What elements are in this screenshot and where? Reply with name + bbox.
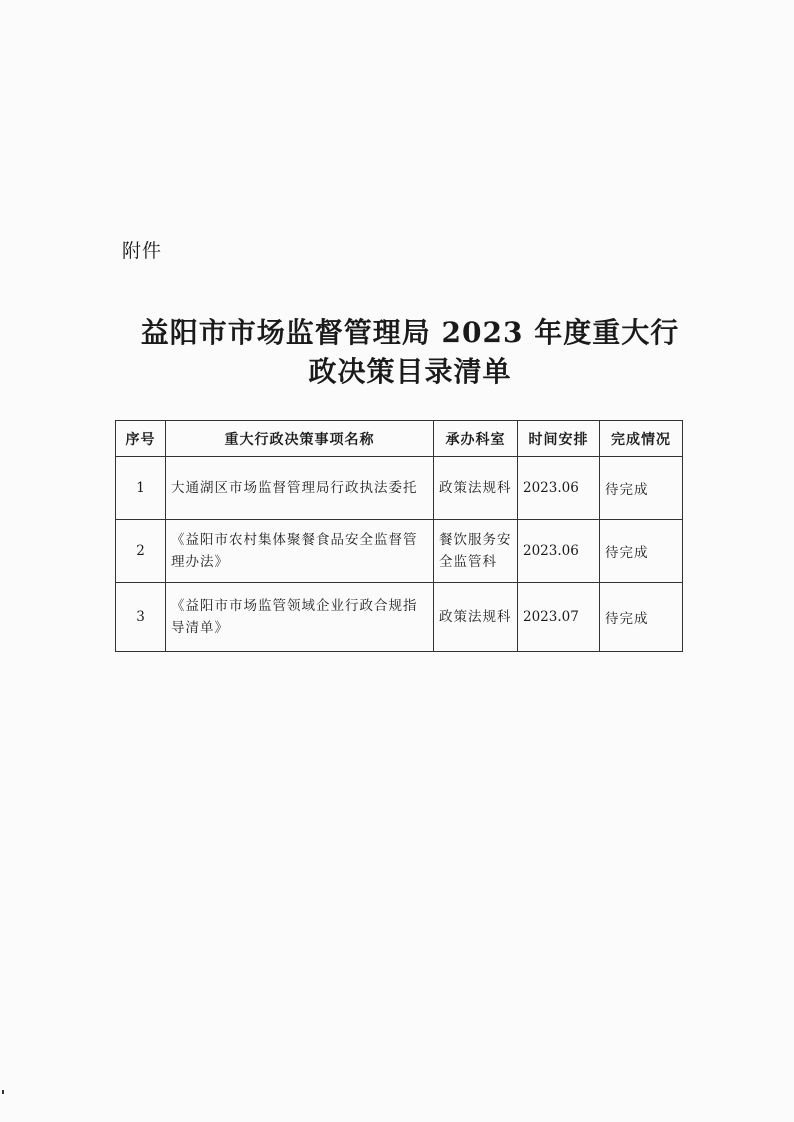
- header-number: 序号: [116, 421, 166, 457]
- header-item-name: 重大行政决策事项名称: [166, 421, 434, 457]
- row-number: 2: [116, 520, 166, 583]
- row-item-name: 《益阳市农村集体聚餐食品安全监督管理办法》: [166, 520, 434, 583]
- row-number: 1: [116, 457, 166, 520]
- row-number: 3: [116, 583, 166, 652]
- header-department: 承办科室: [434, 421, 518, 457]
- decision-list-table: [115, 420, 683, 652]
- table-row: [116, 520, 683, 583]
- table-row: [116, 583, 683, 652]
- row-schedule: 2023.06: [518, 520, 600, 583]
- row-schedule: 2023.06: [518, 457, 600, 520]
- scan-mark: [2, 1090, 4, 1094]
- row-department: 政策法规科: [434, 457, 518, 520]
- row-status: 待完成: [600, 520, 683, 583]
- row-department: 餐饮服务安全监管科: [434, 520, 518, 583]
- row-status: 待完成: [600, 583, 683, 652]
- row-item-name: 大通湖区市场监督管理局行政执法委托: [166, 457, 434, 520]
- row-status: 待完成: [600, 457, 683, 520]
- header-status: 完成情况: [600, 421, 683, 457]
- row-schedule: 2023.07: [518, 583, 600, 652]
- document-title-line-1: 益阳市市场监督管理局 2023 年度重大行: [140, 316, 680, 349]
- document-title-line-2: 政决策目录清单: [308, 355, 512, 388]
- row-item-name: 《益阳市市场监管领域企业行政合规指导清单》: [166, 583, 434, 652]
- header-schedule: 时间安排: [518, 421, 600, 457]
- table-header-row: [116, 421, 683, 457]
- table-row: [116, 457, 683, 520]
- attachment-label: 附件: [122, 240, 163, 262]
- row-department: 政策法规科: [434, 583, 518, 652]
